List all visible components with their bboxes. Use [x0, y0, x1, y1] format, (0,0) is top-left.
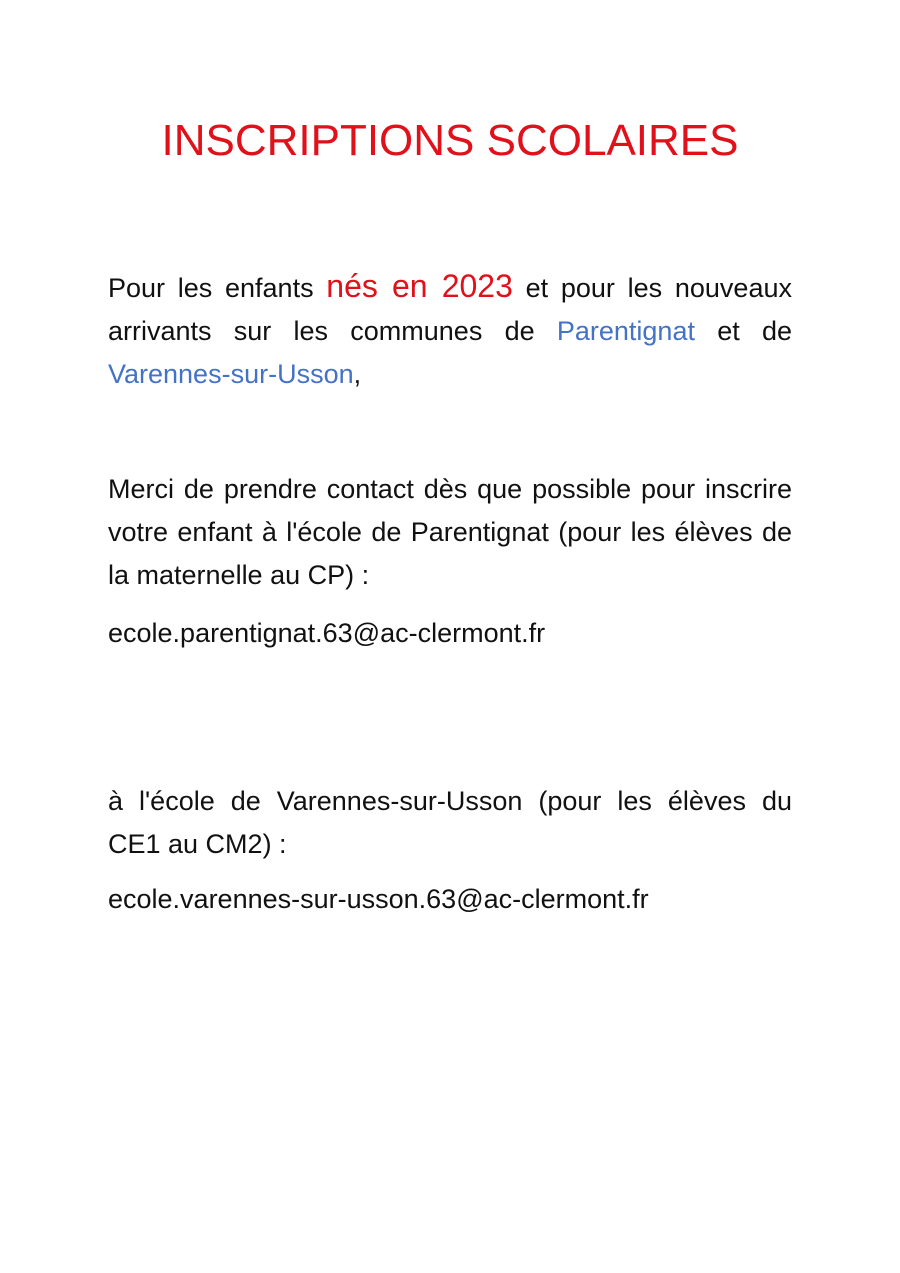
- parentignat-email: ecole.parentignat.63@ac-clermont.fr: [108, 618, 546, 648]
- commune-varennes: Varennes-sur-Usson: [108, 359, 354, 389]
- intro-text-2: et pour les nouveaux arrivants sur les communes de: [108, 273, 792, 346]
- page-title: INSCRIPTIONS SCOLAIRES: [161, 116, 739, 165]
- birth-year-highlight: nés en 2023: [326, 268, 513, 304]
- intro-paragraph: [108, 265, 792, 396]
- varennes-contact-paragraph: à l'école de Varennes-sur-Usson (pour les élèves du CE1 au CM2) :: [108, 786, 792, 859]
- varennes-email: ecole.varennes-sur-usson.63@ac-clermont.fr: [108, 884, 649, 914]
- commune-parentignat: Parentignat: [556, 316, 695, 346]
- intro-text-1: Pour les enfants: [108, 273, 327, 303]
- intro-text-4: ,: [353, 359, 362, 389]
- parentignat-contact-paragraph: Merci de prendre contact dès que possible pour inscrire votre enfant à l'école de Parentignat (pour les élèves de la maternelle au CP) :: [108, 474, 792, 590]
- intro-text-3: et de: [694, 316, 793, 346]
